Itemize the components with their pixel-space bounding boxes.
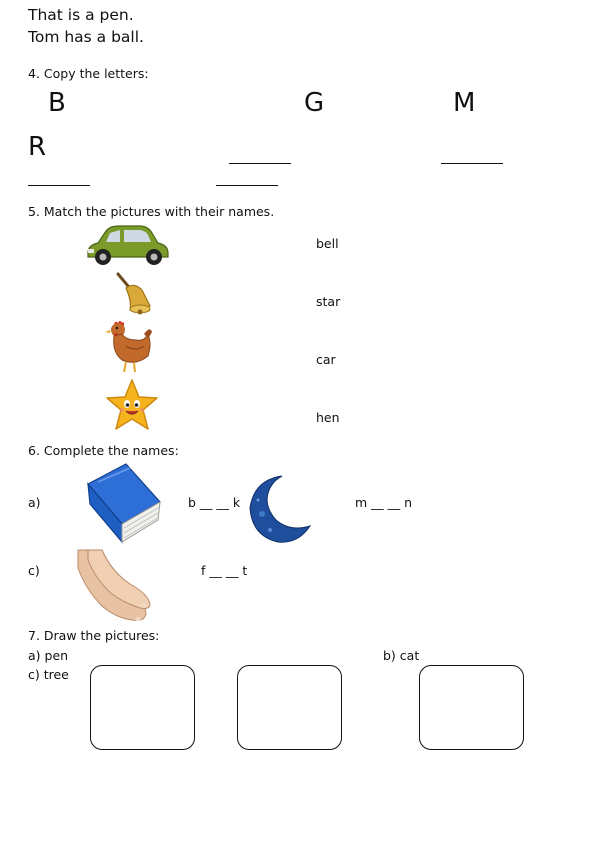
moon-picture [246, 474, 312, 544]
drawing-box-2[interactable] [237, 665, 342, 750]
foot-icon [76, 548, 154, 624]
intro-text [28, 4, 144, 48]
drawing-box-1[interactable] [90, 665, 195, 750]
car-picture[interactable] [84, 223, 170, 267]
moon-icon [246, 474, 312, 544]
intro-line-1: That is a pen. [28, 6, 134, 24]
foot-word-blank[interactable]: f __ __ t [201, 563, 248, 578]
word-star[interactable]: star [316, 294, 341, 309]
question-4-title: 4. Copy the letters: [28, 66, 149, 81]
draw-item-tree: c) tree [28, 667, 69, 682]
hen-icon [104, 318, 154, 376]
word-car[interactable]: car [316, 352, 336, 367]
letter-m: M [453, 88, 476, 118]
foot-picture [76, 548, 154, 624]
question-5-title: 5. Match the pictures with their names. [28, 204, 275, 219]
star-picture[interactable] [104, 378, 160, 432]
book-word-blank[interactable]: b __ __ k [188, 495, 241, 510]
book-picture [86, 462, 162, 544]
copy-blank-2[interactable] [441, 153, 503, 164]
copy-blank-1[interactable] [229, 153, 291, 164]
letter-r: R [28, 132, 47, 162]
car-icon [84, 223, 170, 267]
drawing-box-3[interactable] [419, 665, 524, 750]
copy-blank-3[interactable] [28, 175, 90, 186]
draw-item-pen: a) pen [28, 648, 69, 663]
label-a: a) [28, 495, 41, 510]
letter-g: G [304, 88, 325, 118]
intro-line-2: Tom has a ball. [28, 28, 144, 46]
moon-word-blank[interactable]: m __ __ n [355, 495, 413, 510]
hen-picture[interactable] [104, 318, 154, 376]
label-c: c) [28, 563, 40, 578]
bell-picture[interactable] [112, 272, 154, 316]
bell-icon [112, 272, 154, 316]
word-bell[interactable]: bell [316, 236, 339, 251]
letter-b: B [48, 88, 66, 118]
star-icon [104, 378, 160, 432]
question-7-title: 7. Draw the pictures: [28, 628, 160, 643]
question-6-title: 6. Complete the names: [28, 443, 179, 458]
word-hen[interactable]: hen [316, 410, 340, 425]
draw-item-cat: b) cat [383, 648, 420, 663]
book-icon [86, 462, 162, 544]
copy-blank-4[interactable] [216, 175, 278, 186]
